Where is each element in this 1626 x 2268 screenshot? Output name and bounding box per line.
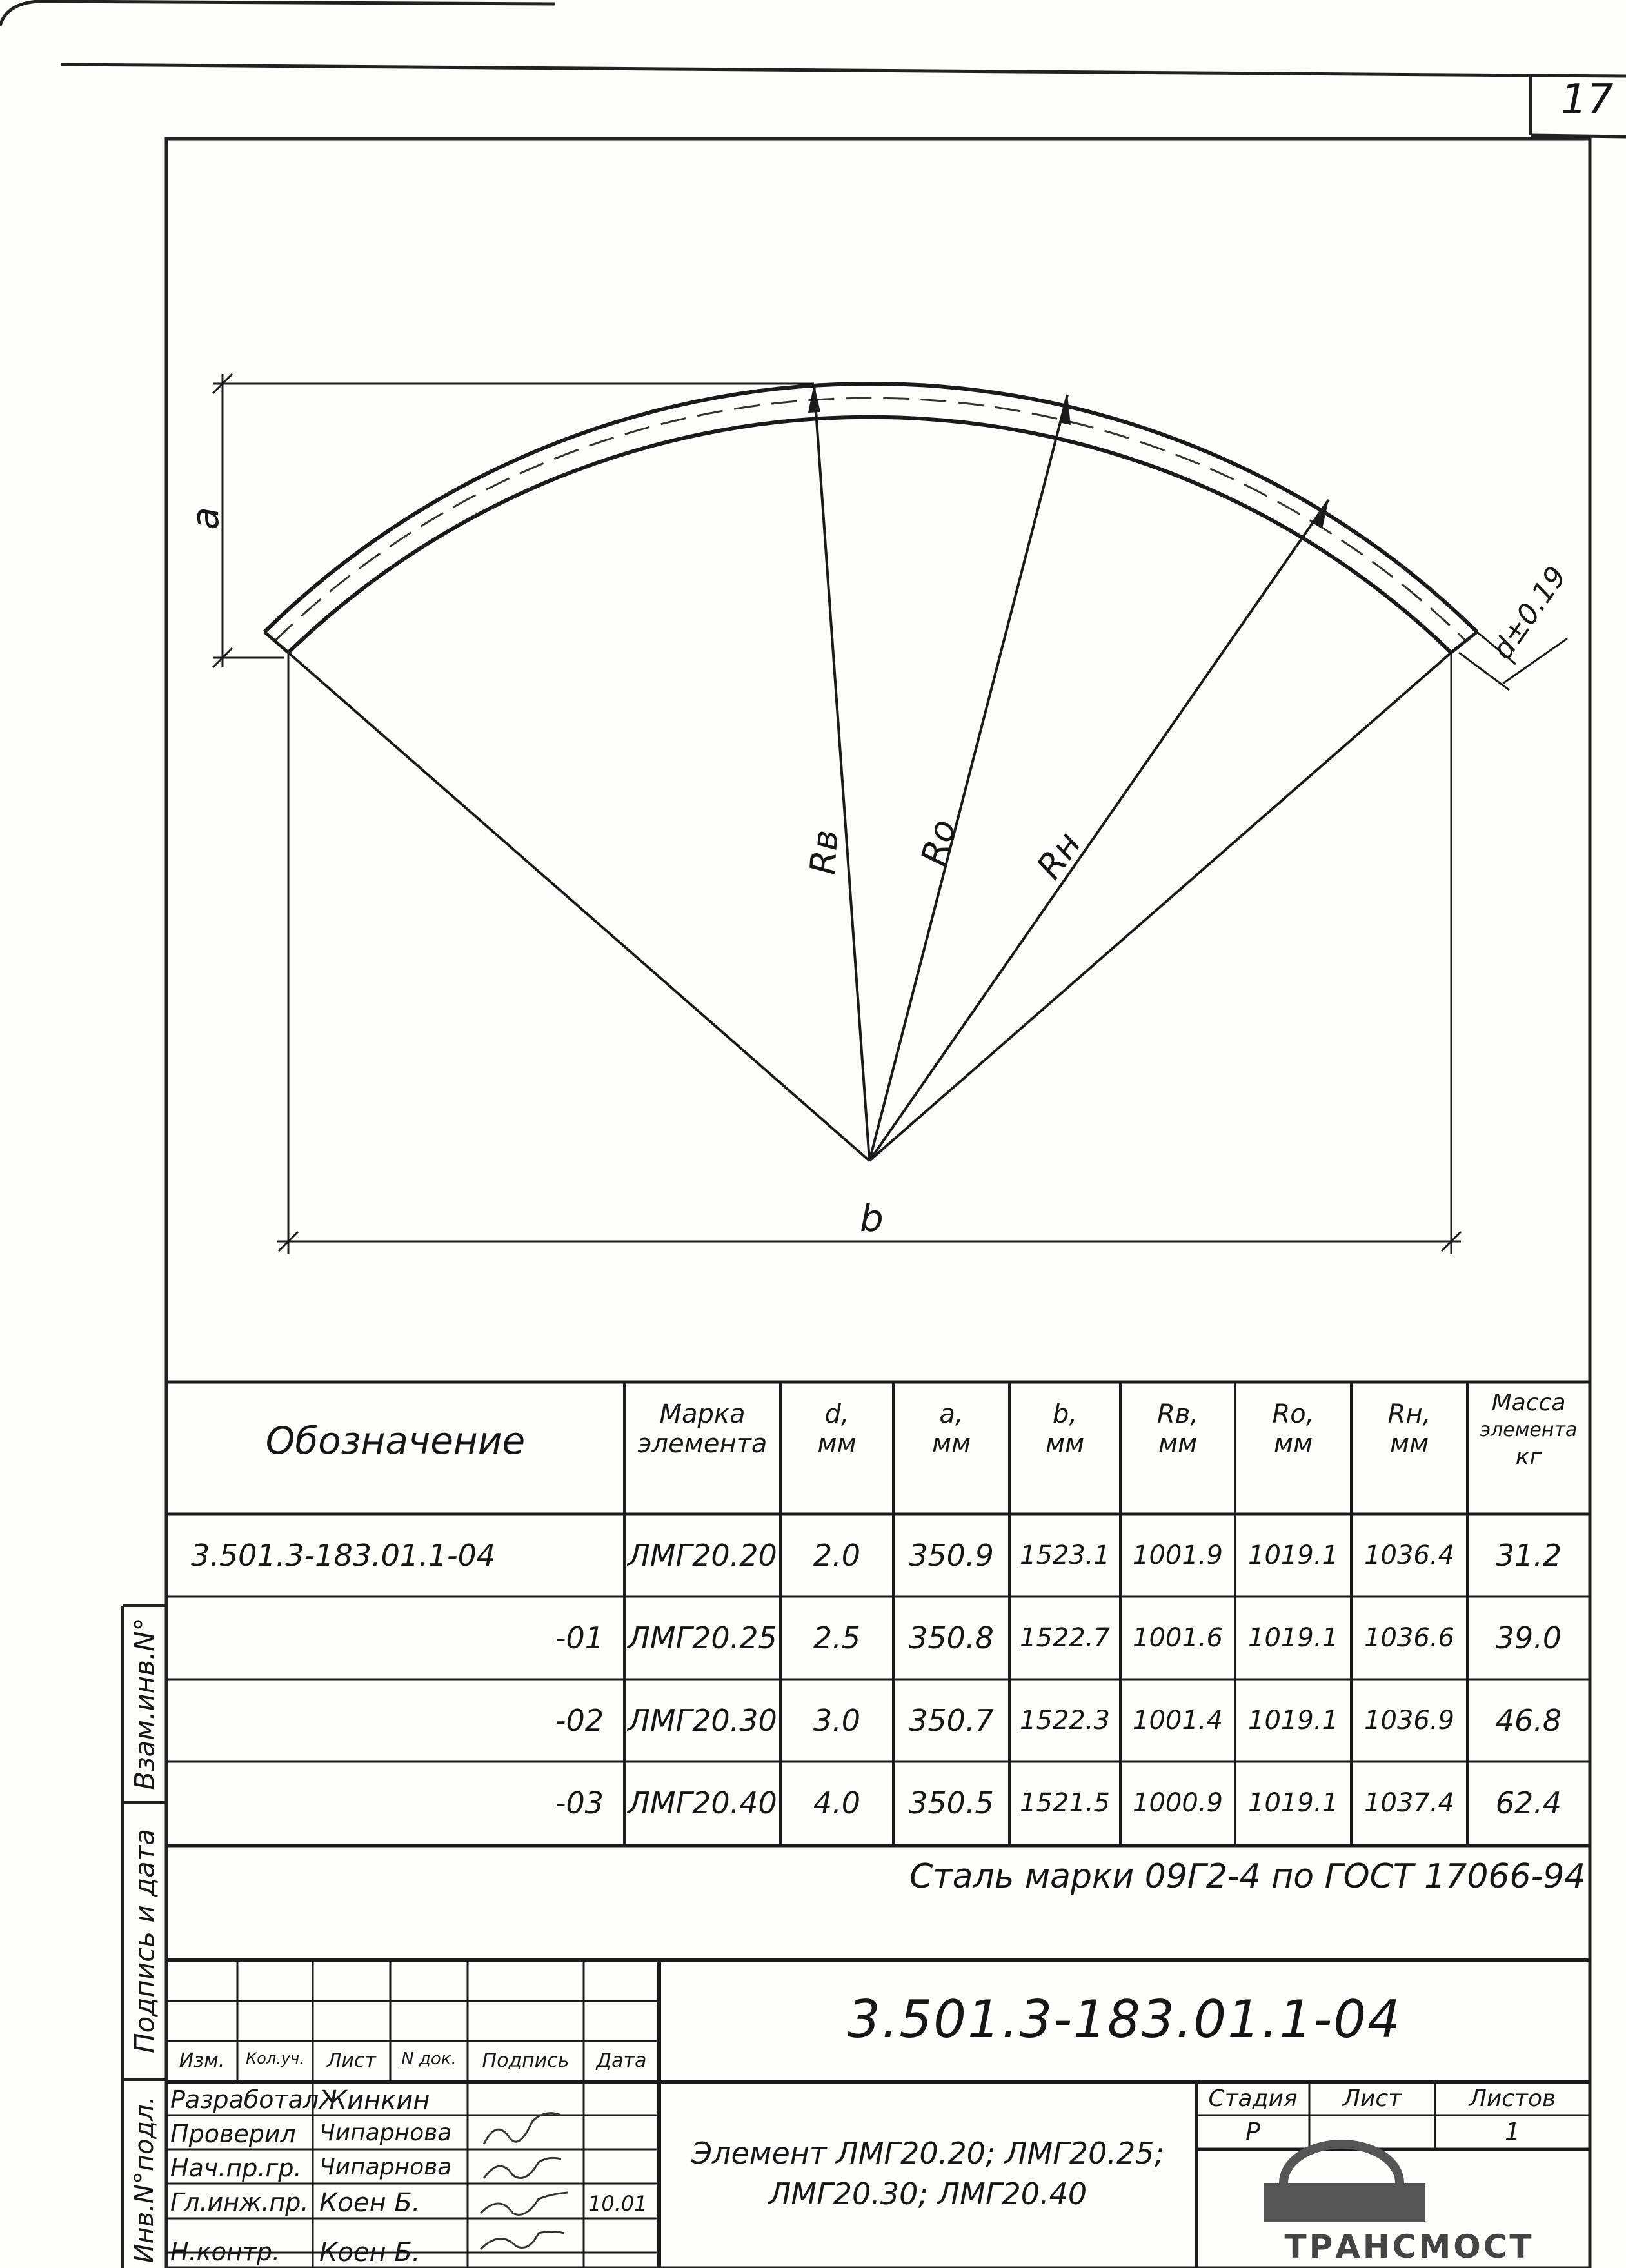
org-logo (1264, 2144, 1425, 2222)
tb-col-ndok: N док. (401, 2049, 457, 2069)
tb-col-sign: Подпись (482, 2049, 570, 2072)
rn-label: Rн (1028, 824, 1089, 887)
hdr-a (893, 1399, 1009, 1459)
hdr-d-2: мм (817, 1429, 857, 1459)
cell-ro: 1019.1 (1248, 1623, 1338, 1653)
hdr-mark-1: Марка (659, 1399, 746, 1429)
cell-designation: 3.501.3-183.01.1-04 (191, 1538, 496, 1573)
table-row (166, 1762, 1590, 1844)
tb-stage-header: Стадия (1208, 2086, 1298, 2112)
top-edge-line (0, 1, 555, 26)
cell-mass: 46.8 (1495, 1703, 1562, 1738)
signature-3 (484, 2158, 561, 2178)
table-row (166, 1597, 1590, 1679)
cell-rv: 1000.9 (1133, 1788, 1223, 1818)
element-title-line1: Элемент ЛМГ20.20; ЛМГ20.25; (691, 2136, 1165, 2171)
material-note: Сталь марки 09Г2-4 по ГОСТ 17066-94 (909, 1857, 1586, 1896)
cell-mark: ЛМГ20.40 (628, 1786, 777, 1820)
hdr-ro-1: Ro, (1272, 1399, 1314, 1429)
side-inv-podl: Инв.N°подл. (130, 2096, 159, 2263)
cell-d: 3.0 (813, 1703, 861, 1738)
cell-rn: 1037.4 (1364, 1788, 1454, 1818)
hdr-rv-1: Rв, (1156, 1399, 1199, 1429)
table-row (166, 1514, 1590, 1597)
rv-label: Rв (802, 828, 846, 876)
right-radius-line (869, 653, 1451, 1161)
rv-arrow-head (808, 384, 820, 413)
tb-name: Коен Б. (319, 2238, 421, 2267)
tb-name: Чипарнова (319, 2154, 452, 2180)
cell-rn: 1036.6 (1364, 1623, 1454, 1653)
page-number: 17 (1561, 76, 1614, 124)
doc-code: 3.501.3-183.01.1-04 (847, 1989, 1402, 2049)
table-row (166, 1679, 1590, 1762)
cell-rv: 1001.6 (1133, 1623, 1223, 1653)
tb-sheets-header: Листов (1469, 2086, 1556, 2112)
hdr-rn-2: мм (1389, 1429, 1429, 1459)
cell-mass: 39.0 (1495, 1621, 1562, 1655)
cell-a: 350.9 (909, 1538, 994, 1573)
hdr-rn (1351, 1399, 1467, 1459)
cell-d: 2.0 (813, 1538, 861, 1573)
signature-2 (484, 2113, 561, 2144)
hdr-b-1: b, (1052, 1399, 1078, 1429)
hdr-d-1: d, (824, 1399, 849, 1429)
tb-stage-value: Р (1245, 2118, 1260, 2146)
hdr-mass (1467, 1390, 1590, 1471)
tb-name: Коен Б. (319, 2188, 421, 2218)
side-sign-date: Подпись и дата (128, 1829, 161, 2053)
left-radius-line (288, 653, 869, 1161)
tb-sheets-value: 1 (1504, 2118, 1521, 2146)
ro-label: Ro (913, 815, 964, 870)
cell-mark: ЛМГ20.25 (628, 1621, 777, 1655)
cell-ro: 1019.1 (1248, 1706, 1338, 1735)
hdr-b (1009, 1399, 1120, 1459)
hdr-designation: Обозначение (265, 1419, 526, 1463)
side-inv-vzam: Взам.инв.N° (128, 1617, 161, 1790)
tb-col-izm: Изм. (179, 2049, 225, 2072)
top-margin-line (61, 64, 1626, 76)
hdr-rv-2: мм (1158, 1429, 1198, 1459)
cell-rn: 1036.4 (1364, 1541, 1454, 1570)
cell-d: 2.5 (813, 1621, 861, 1655)
cell-b: 1523.1 (1020, 1541, 1110, 1570)
hdr-mark (624, 1399, 780, 1459)
hdr-mark-2: элемента (637, 1429, 768, 1459)
hdr-mass-3: кг (1515, 1444, 1542, 1470)
outer-arc (264, 384, 1477, 632)
cell-b: 1522.7 (1020, 1623, 1110, 1653)
cell-designation: -02 (555, 1703, 604, 1738)
ro-radius-line (869, 395, 1067, 1161)
tb-role: Гл.инж.пр. (170, 2188, 309, 2216)
cell-a: 350.5 (909, 1786, 994, 1820)
hdr-rv (1120, 1399, 1235, 1459)
cell-designation: -01 (555, 1621, 604, 1655)
inner-arc (288, 417, 1451, 653)
hdr-a-2: мм (931, 1429, 971, 1459)
element-title-line2: ЛМГ20.30; ЛМГ20.40 (768, 2176, 1087, 2211)
tb-role: Н.контр. (170, 2238, 281, 2266)
tb-col-list: Лист (326, 2049, 377, 2072)
mid-arc-dashed (274, 398, 1467, 642)
cell-a: 350.8 (909, 1621, 994, 1655)
tb-col-kol: Кол.уч. (246, 2049, 304, 2067)
dim-d-ext2 (1459, 653, 1509, 690)
cell-mark: ЛМГ20.20 (628, 1538, 777, 1573)
ro-arrow-head (1059, 395, 1071, 425)
hdr-d (780, 1399, 893, 1459)
signature-5 (481, 2232, 564, 2250)
tb-sheet-header: Лист (1342, 2086, 1402, 2112)
cell-mass: 31.2 (1495, 1538, 1562, 1573)
dim-b-label: b (860, 1196, 884, 1240)
cell-rv: 1001.4 (1133, 1706, 1223, 1735)
hdr-mass-1: Масса (1491, 1390, 1566, 1416)
cell-rv: 1001.9 (1133, 1541, 1223, 1570)
cell-d: 4.0 (813, 1786, 861, 1820)
cell-b: 1521.5 (1020, 1788, 1110, 1818)
rv-radius-line (814, 384, 869, 1161)
cell-mark: ЛМГ20.30 (628, 1703, 777, 1738)
tb-date: 10.01 (588, 2191, 648, 2216)
signature-4 (481, 2193, 568, 2214)
hdr-ro (1235, 1399, 1351, 1459)
cell-designation: -03 (555, 1786, 604, 1820)
hdr-b-2: мм (1045, 1429, 1085, 1459)
cell-mass: 62.4 (1495, 1786, 1562, 1820)
right-end-cap (1451, 632, 1477, 653)
cell-ro: 1019.1 (1248, 1788, 1338, 1818)
tb-role: Проверил (170, 2120, 296, 2148)
org-logo-text: ТРАНСМОСТ (1284, 2228, 1534, 2265)
tb-role: Разработал (170, 2086, 319, 2114)
cell-b: 1522.3 (1020, 1706, 1110, 1735)
page-number-box-bottom (1531, 135, 1626, 137)
dim-a-label: a (183, 507, 227, 530)
tb-name: Жинкин (319, 2086, 430, 2115)
hdr-rn-1: Rн, (1387, 1399, 1431, 1429)
cell-rn: 1036.9 (1364, 1706, 1454, 1735)
cell-a: 350.7 (909, 1703, 994, 1738)
cell-ro: 1019.1 (1248, 1541, 1338, 1570)
hdr-mass-2: элемента (1480, 1419, 1578, 1441)
tb-col-date: Дата (596, 2049, 647, 2072)
hdr-ro-2: мм (1273, 1429, 1313, 1459)
hdr-a-1: a, (939, 1399, 964, 1429)
left-end-cap (264, 632, 288, 653)
d-tolerance-label: d±0.19 (1485, 560, 1573, 666)
tb-name: Чипарнова (319, 2120, 452, 2146)
tb-role: Нач.пр.гр. (170, 2154, 302, 2182)
